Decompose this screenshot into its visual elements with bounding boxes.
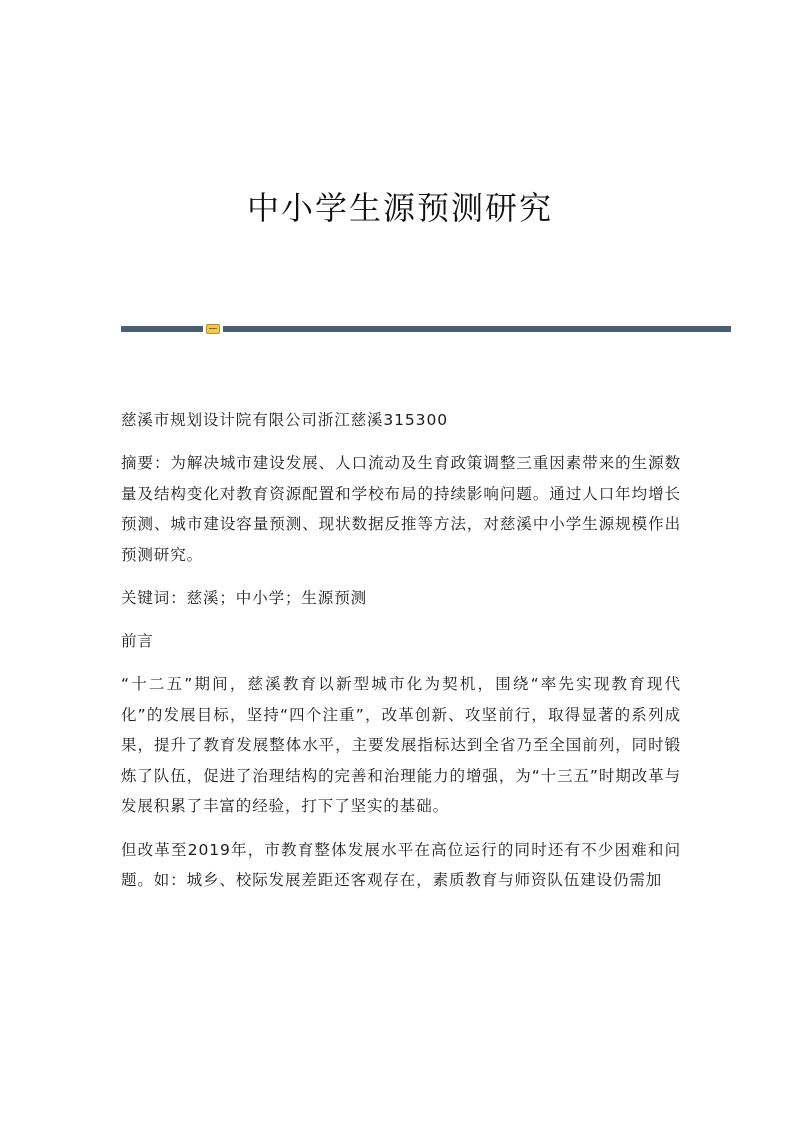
body-paragraph: 但改革至2019年，市教育整体发展水平在高位运行的同时还有不少困难和问题。如：城乡、校际发展差距还客观存在，素质教育与师资队伍建设仍需加 (121, 840, 681, 889)
divider-bar-left (121, 326, 203, 332)
document-title: 中小学生源预测研究 (246, 189, 553, 227)
keywords: 关键词：慈溪；中小学；生源预测 (121, 589, 368, 607)
affiliation: 慈溪市规划设计院有限公司浙江慈溪315300 (121, 411, 448, 429)
document-body (121, 405, 681, 909)
abstract: 摘要：为解决城市建设发展、人口流动及生育政策调整三重因素带来的生源数量及结构变化对教育资源配置和学校布局的持续影响问题。通过人口年均增长预测、城市建设容量预测、现状数据反推等方法，对慈溪中小学生源规模作出预测研究。 (121, 454, 681, 564)
divider-ornament-icon (206, 324, 220, 334)
body-paragraph: “十二五”期间，慈溪教育以新型城市化为契机，围绕“率先实现教育现代化”的发展目标，坚持“四个注重”，改革创新、攻坚前行，取得显著的系列成果，提升了教育发展整体水平，主要发展指标达到全省乃至全国前列，同时锻炼了队伍，促进了治理结构的完善和治理能力的增强，为“十三五”时期改革与发展积累了丰富的经验，打下了坚实的基础。 (121, 675, 681, 815)
title-divider (121, 325, 731, 333)
section-heading: 前言 (121, 632, 154, 650)
divider-bar-right (223, 326, 731, 332)
